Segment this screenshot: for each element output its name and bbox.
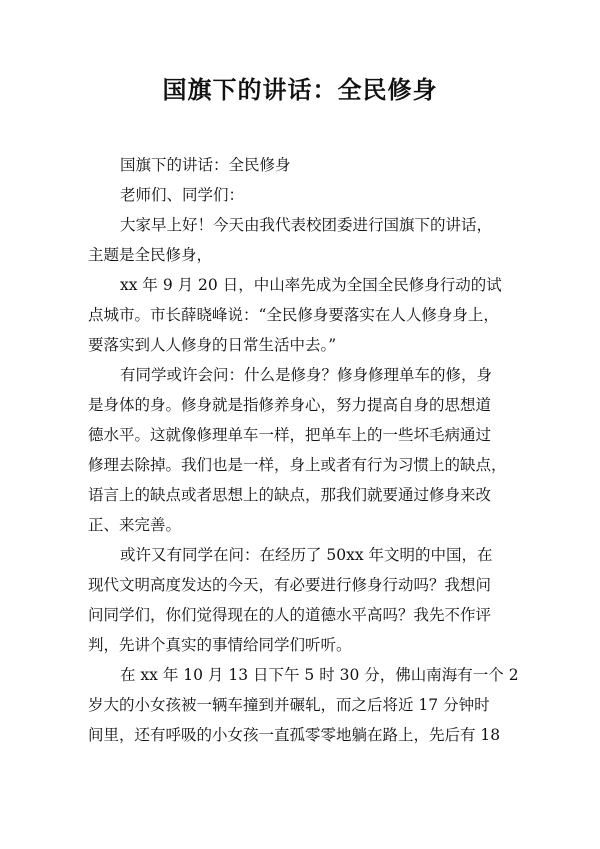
body-line: 点城市。市长薛晓峰说：“全民修身要落实在人人修身身上， — [88, 306, 499, 324]
body-line: 问同学们，你们觉得现在的人的道德水平高吗？我先不作评 — [88, 606, 492, 624]
body-line: 现代文明高度发达的今天，有必要进行修身行动吗？我想问 — [88, 576, 492, 594]
body-line: 大家早上好！今天由我代表校团委进行国旗下的讲话， — [120, 216, 493, 234]
body-line: 语言上的缺点或者思想上的缺点，那我们就要通过修身来改 — [88, 486, 492, 504]
body-line: 修理去除掉。我们也是一样，身上或者有行为习惯上的缺点， — [88, 456, 507, 474]
body-line: 岁大的小女孩被一辆车撞到并碾轧，而之后将近 17 分钟时 — [88, 696, 490, 714]
body-line: 正、来完善。 — [88, 516, 182, 534]
body-line: 德水平。这就像修理单车一样，把单车上的一些坏毛病通过 — [88, 426, 492, 444]
body-line: 判，先讲个真实的事情给同学们听听。 — [88, 636, 352, 654]
document-title: 国旗下的讲话：全民修身 — [162, 75, 438, 104]
document-body — [88, 150, 518, 750]
body-line: 有同学或许会问：什么是修身？修身修理单车的修，身 — [120, 366, 493, 384]
body-line: 主题是全民修身， — [88, 246, 213, 264]
body-line: 在 xx 年 10 月 13 日下午 5 时 30 分，佛山南海有一个 2 — [120, 666, 519, 684]
body-line: 要落实到人人修身的日常生活中去。” — [88, 336, 337, 354]
body-line: 是身体的身。修身就是指修养身心，努力提高自身的思想道 — [88, 396, 492, 414]
body-line: 间里，还有呼吸的小女孩一直孤零零地躺在路上，先后有 18 — [88, 726, 501, 744]
body-line: 或许又有同学在问：在经历了 50xx 年文明的中国，在 — [120, 546, 493, 564]
body-line: xx 年 9 月 20 日，中山率先成为全国全民修身行动的试 — [120, 276, 502, 294]
body-line: 老师们、同学们： — [120, 186, 245, 204]
body-line: 国旗下的讲话：全民修身 — [120, 156, 291, 174]
